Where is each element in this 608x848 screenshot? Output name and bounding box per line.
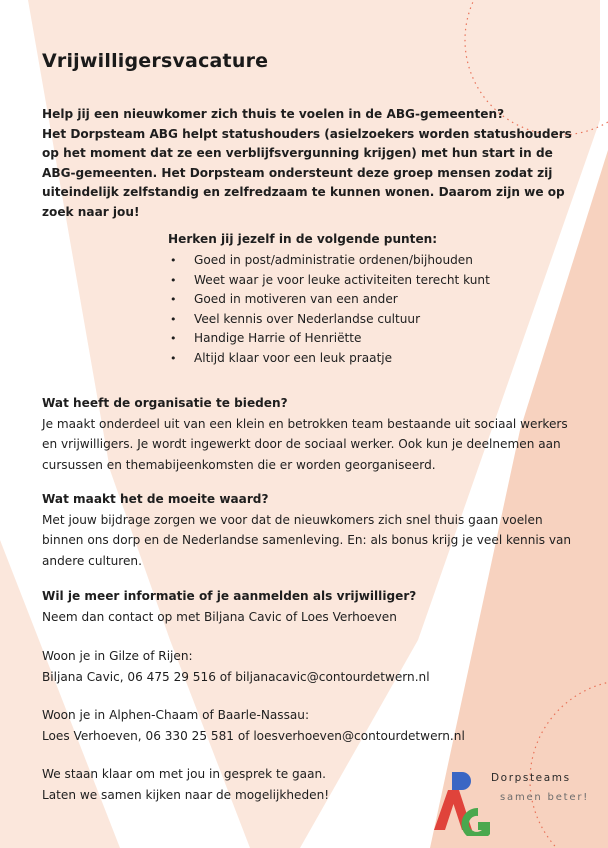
aanbod-heading: Wat heeft de organisatie te bieden? bbox=[42, 396, 288, 410]
list-item bbox=[168, 271, 490, 291]
herken-list bbox=[168, 251, 490, 369]
waard-heading: Wat maakt het de moeite waard? bbox=[42, 492, 269, 506]
bullet-icon: • bbox=[170, 312, 177, 326]
bullet-icon: • bbox=[170, 254, 177, 267]
abg-logo-icon bbox=[434, 772, 490, 836]
closing-line: We staan klaar om met jou in gesprek te gaan. bbox=[42, 767, 327, 781]
list-item-text: Altijd klaar voor een leuk praatje bbox=[194, 350, 393, 365]
contact-gilze bbox=[42, 646, 602, 687]
contact-region: Woon je in Gilze of Rijen: bbox=[42, 649, 193, 663]
contact-details: Loes Verhoeven, 06 330 25 581 of loesverhoeven@contourdetwern.nl bbox=[42, 728, 465, 743]
contact-region: Woon je in Alphen-Chaam of Baarle-Nassau: bbox=[42, 708, 310, 722]
list-item bbox=[168, 329, 490, 349]
bullet-icon: • bbox=[170, 351, 177, 365]
info-heading: Wil je meer informatie of je aanmelden als vrijwilliger? bbox=[42, 589, 417, 603]
intro-line: ABG-gemeenten. Het Dorpsteam ondersteunt deze groep mensen zodat zij bbox=[42, 165, 553, 180]
list-item-text: Weet waar je voor leuke activiteiten terecht kunt bbox=[194, 272, 490, 287]
intro-line: Het Dorpsteam ABG helpt statushouders (asielzoekers worden statushouders bbox=[42, 126, 572, 141]
list-item bbox=[168, 310, 490, 330]
list-item-text: Veel kennis over Nederlandse cultuur bbox=[194, 311, 421, 326]
waard-line: binnen ons dorp en de Nederlandse samenleving. En: als bonus krijg je veel kennis van bbox=[42, 533, 572, 548]
aanbod-line: en vrijwilligers. Je wordt ingewerkt door de sociaal werker. Ook kun je deelnemen aan bbox=[42, 437, 561, 452]
page-title: Vrijwilligersvacature bbox=[42, 50, 269, 72]
intro-line: Help jij een nieuwkomer zich thuis te voelen in de ABG-gemeenten? bbox=[42, 107, 505, 121]
contact-details: Biljana Cavic, 06 475 29 516 of biljanacavic@contourdetwern.nl bbox=[42, 669, 430, 684]
list-item-text: Handige Harrie of Henriëtte bbox=[194, 331, 362, 346]
closing-line: Laten we samen kijken naar de mogelijkheden! bbox=[42, 787, 330, 802]
list-item bbox=[168, 349, 490, 369]
intro-line: uiteindelijk zelfstandig en zelfredzaam te kunnen wonen. Daarom zijn we op bbox=[42, 185, 565, 200]
waard-line: Met jouw bijdrage zorgen we voor dat de nieuwkomers zich snel thuis gaan voelen bbox=[42, 512, 543, 527]
logo-tagline: samen beter! bbox=[500, 792, 590, 803]
intro-line: op het moment dat ze een verblijfsvergunning krijgen) met hun start in de bbox=[42, 146, 553, 161]
bullet-icon: • bbox=[170, 293, 177, 307]
list-item-text: Goed in motiveren van een ander bbox=[194, 292, 398, 307]
info-section bbox=[42, 586, 602, 627]
contact-alphen bbox=[42, 705, 602, 746]
list-item bbox=[168, 251, 490, 271]
aanbod-section bbox=[42, 393, 602, 475]
list-item-text: Goed in post/administratie ordenen/bijhouden bbox=[194, 253, 473, 267]
herken-heading: Herken jij jezelf in de volgende punten: bbox=[168, 232, 438, 246]
bullet-icon: • bbox=[170, 332, 177, 346]
info-line: Neem dan contact op met Biljana Cavic of Loes Verhoeven bbox=[42, 609, 397, 624]
waard-line: andere culturen. bbox=[42, 553, 142, 568]
aanbod-line: cursussen en themabijeenkomsten die er worden georganiseerd. bbox=[42, 457, 436, 472]
waard-section bbox=[42, 489, 602, 571]
logo-name: Dorpsteams bbox=[491, 772, 571, 784]
list-item bbox=[168, 290, 490, 310]
intro-line: zoek naar jou! bbox=[42, 204, 140, 219]
aanbod-line: Je maakt onderdeel uit van een klein en betrokken team bestaande uit sociaal werkers bbox=[42, 416, 568, 431]
intro-paragraph bbox=[42, 105, 572, 223]
bullet-icon: • bbox=[170, 273, 177, 287]
